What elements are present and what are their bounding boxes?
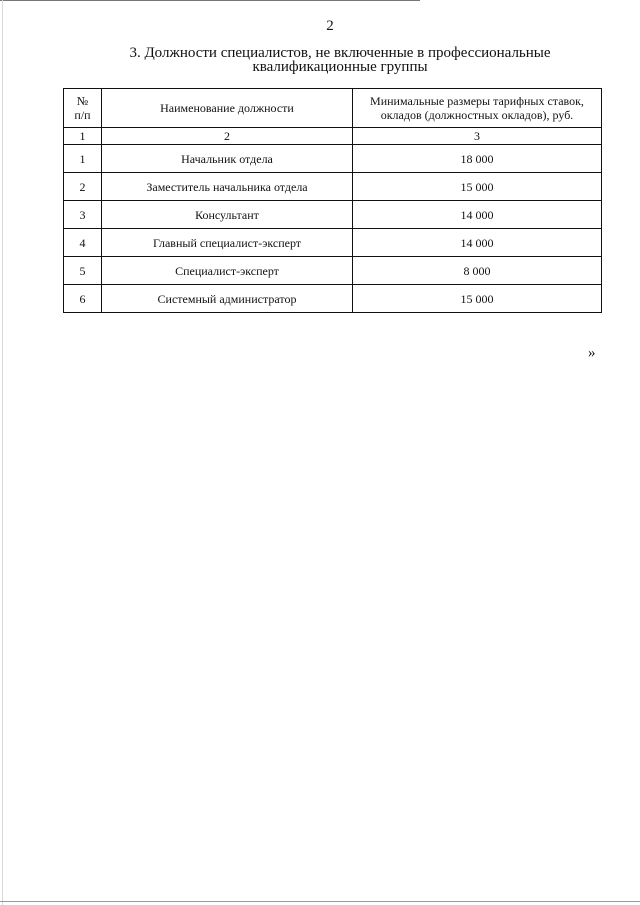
scan-edge-left [2,0,3,905]
column-index-cell: 3 [353,128,602,145]
row-number: 3 [64,201,102,229]
column-index-row [64,128,602,145]
header-number [64,89,102,128]
header-number-line-2: п/п [74,108,91,122]
header-min-rate [353,89,602,128]
row-number: 5 [64,257,102,285]
row-min-rate: 15 000 [353,173,602,201]
row-number: 6 [64,285,102,313]
positions-table [63,88,602,313]
header-number-line-1: № [76,94,89,108]
column-index-cell: 2 [102,128,353,145]
row-position-name: Заместитель начальника отдела [102,173,353,201]
header-min-rate-line-1: Минимальные размеры тарифных ставок, [370,94,584,108]
section-title-line-2: квалификационные группы [252,59,428,75]
row-min-rate: 14 000 [353,201,602,229]
header-min-rate-line-2: окладов (должностных окладов), руб. [380,108,574,122]
row-number: 1 [64,145,102,173]
column-index-cell: 1 [64,128,102,145]
table-row [64,257,602,285]
row-min-rate: 8 000 [353,257,602,285]
row-min-rate: 18 000 [353,145,602,173]
row-position-name: Начальник отдела [102,145,353,173]
row-position-name: Консультант [102,201,353,229]
header-position-name: Наименование должности [102,89,353,128]
row-position-name: Главный специалист-эксперт [102,229,353,257]
table-header-row [64,89,602,128]
closing-quote-mark: » [588,345,596,361]
scan-edge-bottom [0,901,640,902]
row-min-rate: 15 000 [353,285,602,313]
section-title [60,46,620,74]
table-row [64,173,602,201]
table-row [64,229,602,257]
table-row [64,201,602,229]
table-row [64,145,602,173]
row-position-name: Системный администратор [102,285,353,313]
scan-edge-top [0,0,420,1]
section-title-line-1: 3. Должности специалистов, не включенные в профессиональные [129,45,551,61]
table-row [64,285,602,313]
row-position-name: Специалист-эксперт [102,257,353,285]
row-min-rate: 14 000 [353,229,602,257]
row-number: 2 [64,173,102,201]
page-number: 2 [326,18,334,34]
row-number: 4 [64,229,102,257]
